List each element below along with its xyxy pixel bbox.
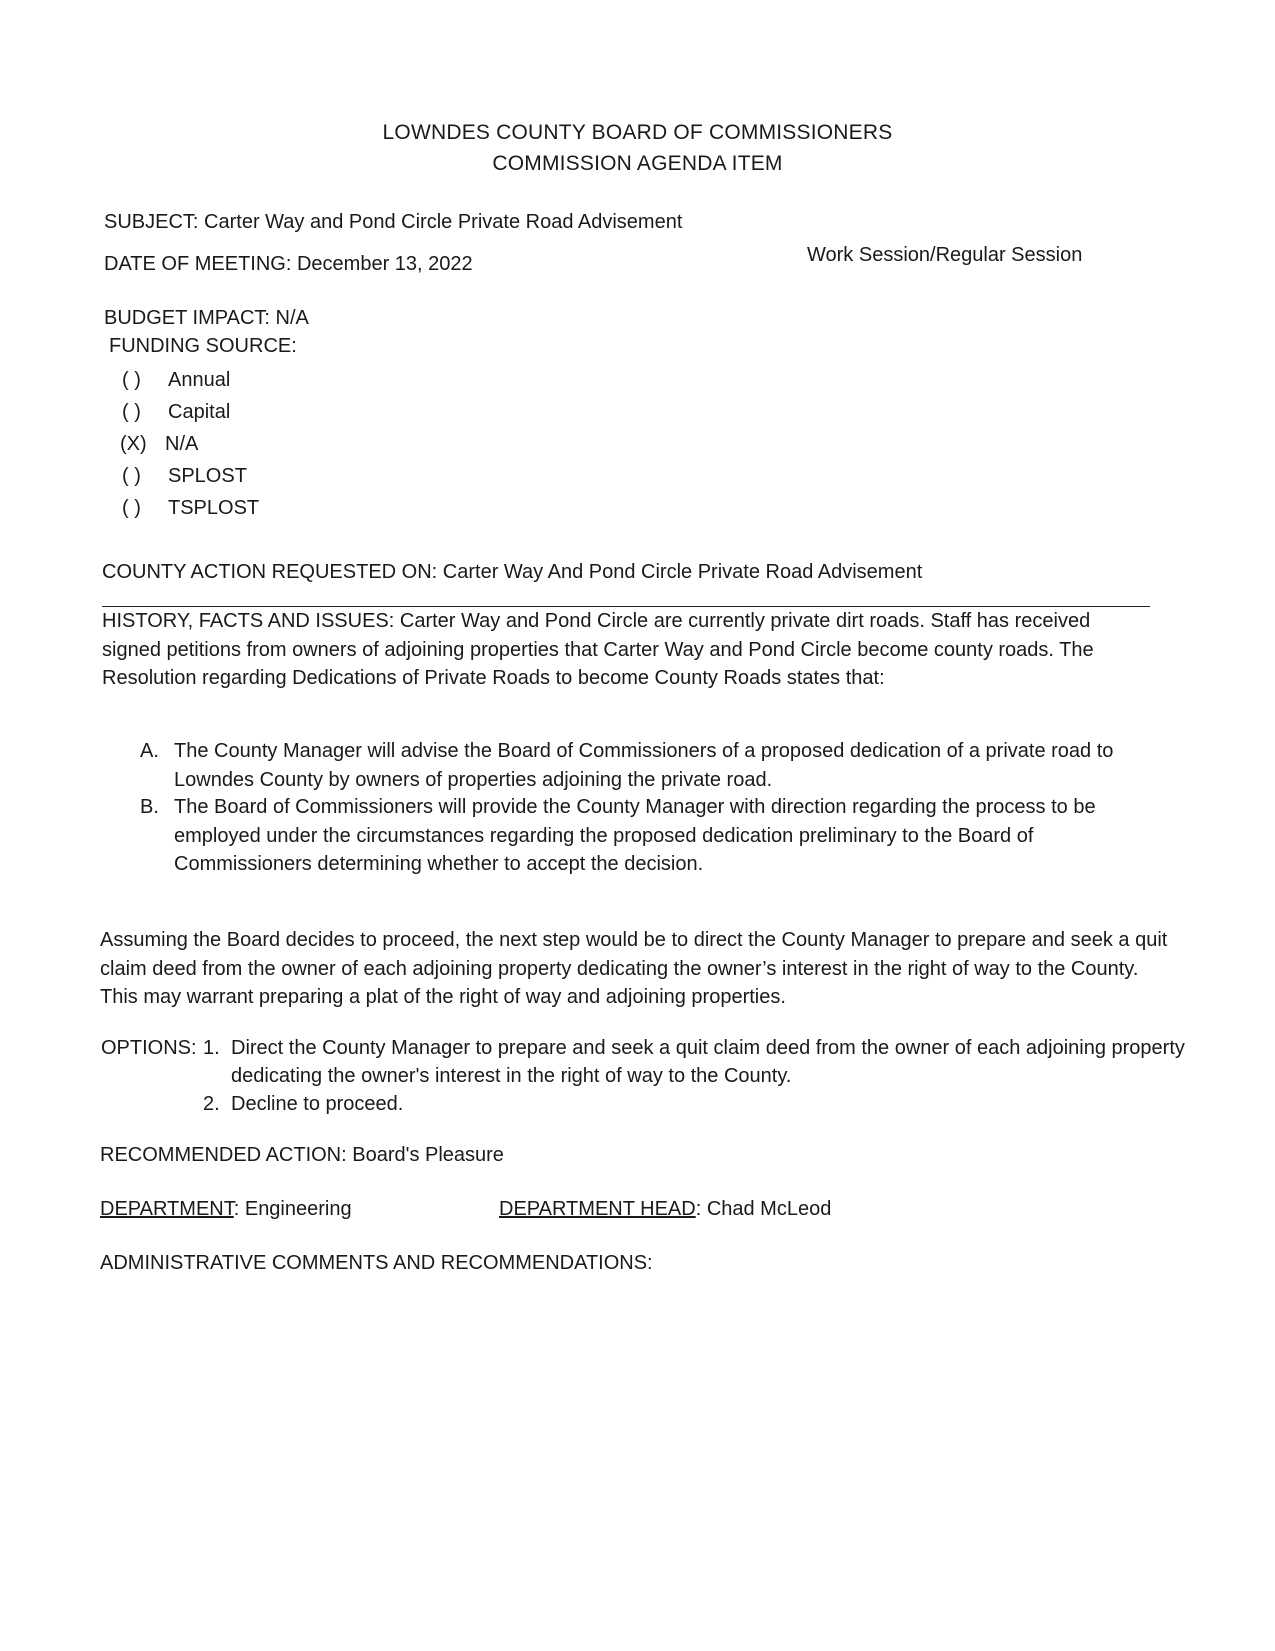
document-subtitle: COMMISSION AGENDA ITEM xyxy=(492,152,783,175)
funding-checkbox: (X) xyxy=(120,433,147,455)
funding-checkbox: ( ) xyxy=(122,497,141,519)
department-line xyxy=(100,1198,352,1221)
recommended-action-line xyxy=(100,1144,504,1167)
funding-option-label: N/A xyxy=(165,433,199,455)
admin-comments-label: ADMINISTRATIVE COMMENTS AND RECOMMENDATIONS: xyxy=(100,1252,653,1274)
subject-label: SUBJECT: xyxy=(104,211,199,233)
document-title: LOWNDES COUNTY BOARD OF COMMISSIONERS xyxy=(382,121,893,144)
funding-option xyxy=(122,497,259,520)
resolution-item xyxy=(140,737,1170,794)
resolution-marker: A. xyxy=(140,740,159,762)
recommended-action-value: Board's Pleasure xyxy=(352,1144,504,1166)
department-head-label: DEPARTMENT HEAD xyxy=(499,1198,696,1220)
option-number: 1. xyxy=(203,1037,220,1059)
option-number: 2. xyxy=(203,1093,220,1115)
funding-option-label: TSPLOST xyxy=(168,497,260,519)
funding-checkbox: ( ) xyxy=(122,465,141,487)
option-text: Decline to proceed. xyxy=(231,1093,404,1115)
funding-option xyxy=(120,433,198,456)
county-action-value: Carter Way And Pond Circle Private Road Advisement xyxy=(442,561,923,583)
funding-option-label: SPLOST xyxy=(168,465,247,487)
subject-line xyxy=(104,211,682,234)
recommended-action-label: RECOMMENDED ACTION: xyxy=(100,1144,347,1166)
budget-impact-label: BUDGET IMPACT: xyxy=(104,307,270,329)
history-label: HISTORY, FACTS AND ISSUES: xyxy=(102,610,395,632)
department-label: DEPARTMENT xyxy=(100,1198,234,1220)
county-action-label: COUNTY ACTION REQUESTED ON: xyxy=(102,561,438,583)
funding-option xyxy=(122,369,230,392)
funding-option xyxy=(122,401,230,424)
resolution-item xyxy=(140,793,1170,879)
option-item xyxy=(203,1034,1193,1090)
budget-impact-value: N/A xyxy=(275,307,309,329)
funding-checkbox: ( ) xyxy=(122,401,141,423)
options-label: OPTIONS: xyxy=(101,1037,197,1059)
next-step-paragraph: Assuming the Board decides to proceed, the next step would be to direct the County Manager to prepare and seek a quit claim deed from the owner of each adjoining property dedicating the owner’s interest in the right of way to the County. This may warrant preparing a plat of the right of way and adjoining properties. xyxy=(100,929,1168,1008)
department-head-line xyxy=(499,1198,831,1221)
meeting-date-label: DATE OF MEETING: xyxy=(104,253,292,275)
history-text: Carter Way and Pond Circle are currently private dirt roads. Staff has received signed petitions from owners of adjoining properties that Carter Way and Pond Circle become county roads. The Resolution regarding Dedications of Private Roads to become County Roads states that: xyxy=(102,610,1094,689)
funding-source-label: FUNDING SOURCE: xyxy=(109,335,297,357)
funding-checkbox: ( ) xyxy=(122,369,141,391)
department-value: : Engineering xyxy=(233,1198,352,1220)
meeting-date-value: December 13, 2022 xyxy=(296,253,473,275)
resolution-text: The County Manager will advise the Board of Commissioners of a proposed dedication of a private road to Lowndes County by owners of properties adjoining the private road. xyxy=(174,740,1114,791)
history-paragraph xyxy=(102,607,1152,693)
department-head-value: : Chad McLeod xyxy=(695,1198,832,1220)
subject-value: Carter Way and Pond Circle Private Road Advisement xyxy=(204,211,683,233)
resolution-text: The Board of Commissioners will provide the County Manager with direction regarding the process to be employed under the circumstances regarding the proposed dedication preliminary to the Board of Commissioners determining whether to accept the decision. xyxy=(174,796,1096,875)
option-item xyxy=(203,1090,1193,1118)
meeting-date-line xyxy=(104,253,473,276)
budget-impact-line xyxy=(104,307,309,330)
county-action-line xyxy=(102,561,922,584)
funding-option-label: Capital xyxy=(168,401,231,423)
funding-option xyxy=(122,465,247,488)
funding-option-label: Annual xyxy=(168,369,231,391)
session-type: Work Session/Regular Session xyxy=(807,244,1083,266)
resolution-marker: B. xyxy=(140,796,159,818)
option-text: Direct the County Manager to prepare and seek a quit claim deed from the owner of each adjoining property dedicating the owner's interest in the right of way to the County. xyxy=(231,1037,1185,1087)
options-section xyxy=(101,1034,1201,1124)
